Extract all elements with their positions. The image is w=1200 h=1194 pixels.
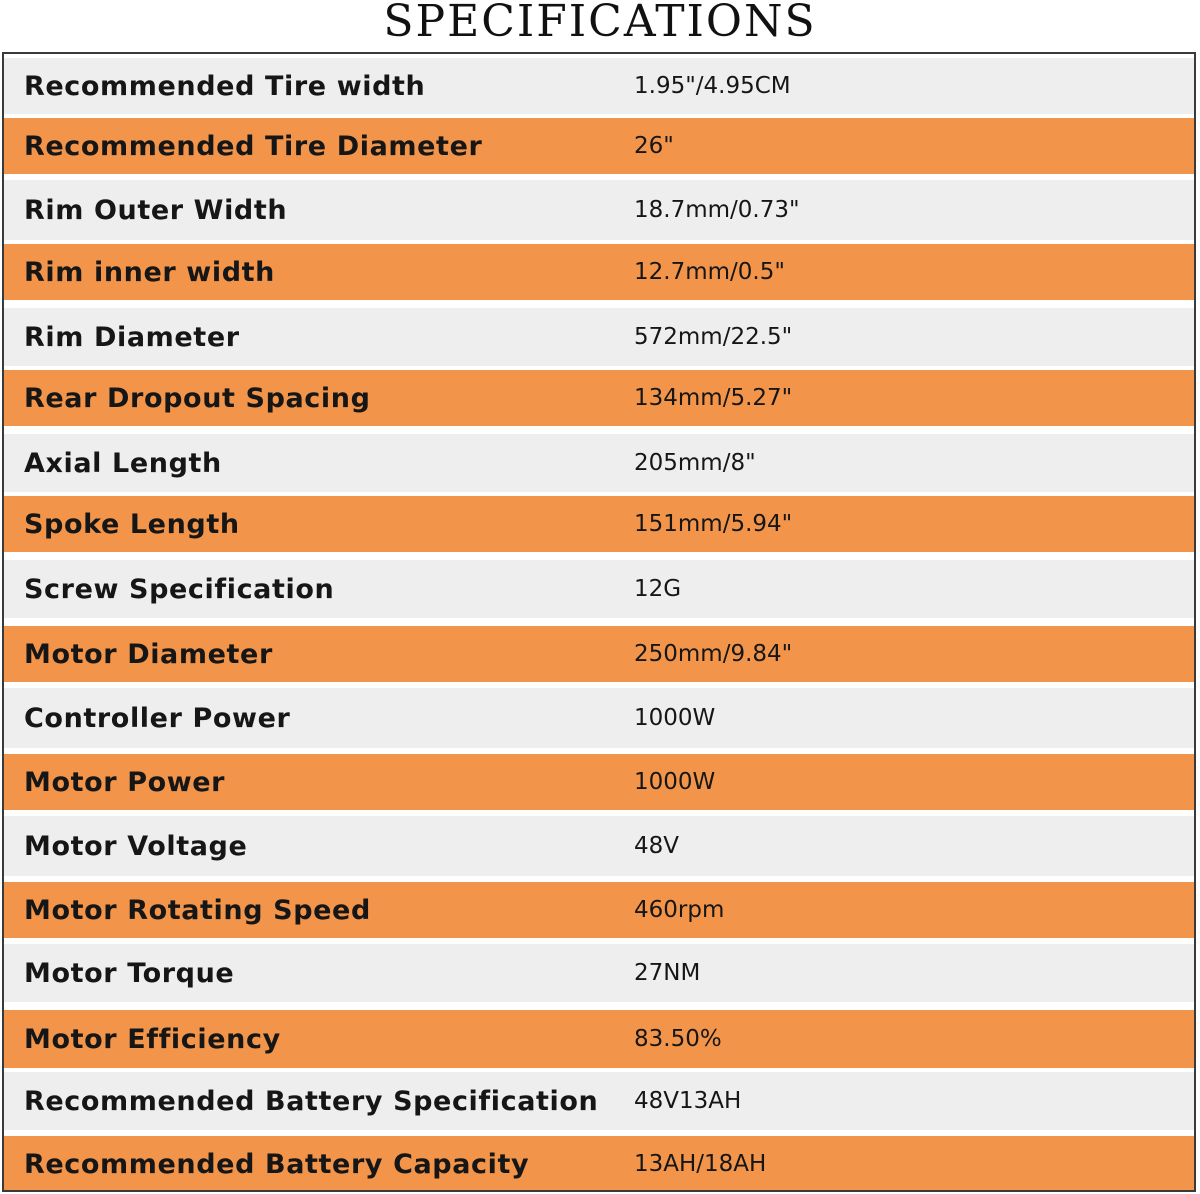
specifications-table bbox=[2, 52, 1196, 1192]
table-row bbox=[4, 58, 1194, 114]
spec-label: Axial Length bbox=[24, 447, 222, 479]
spec-value: 1000W bbox=[634, 769, 716, 795]
spec-label: Recommended Tire width bbox=[24, 70, 426, 102]
spec-value: 26" bbox=[634, 133, 674, 159]
table-row bbox=[4, 688, 1194, 748]
table-row bbox=[4, 754, 1194, 810]
table-row bbox=[4, 496, 1194, 552]
spec-value: 48V13AH bbox=[634, 1088, 742, 1114]
table-row bbox=[4, 560, 1194, 618]
table-row bbox=[4, 882, 1194, 938]
table-row bbox=[4, 944, 1194, 1002]
spec-value: 83.50% bbox=[634, 1026, 722, 1052]
spec-label: Motor Efficiency bbox=[24, 1023, 281, 1055]
spec-value: 1.95"/4.95CM bbox=[634, 73, 791, 99]
spec-value: 460rpm bbox=[634, 897, 725, 923]
spec-value: 13AH/18AH bbox=[634, 1151, 767, 1177]
spec-label: Motor Voltage bbox=[24, 830, 248, 862]
spec-label: Recommended Battery Capacity bbox=[24, 1148, 530, 1180]
table-row bbox=[4, 1072, 1194, 1130]
spec-value: 134mm/5.27" bbox=[634, 385, 793, 411]
spec-value: 572mm/22.5" bbox=[634, 324, 793, 350]
table-row bbox=[4, 370, 1194, 426]
spec-value: 12G bbox=[634, 576, 682, 602]
spec-value: 12.7mm/0.5" bbox=[634, 259, 785, 285]
table-row bbox=[4, 1010, 1194, 1068]
spec-value: 18.7mm/0.73" bbox=[634, 197, 800, 223]
spec-label: Spoke Length bbox=[24, 508, 240, 540]
table-row bbox=[4, 308, 1194, 366]
spec-value: 27NM bbox=[634, 960, 701, 986]
table-row bbox=[4, 434, 1194, 492]
spec-label: Motor Torque bbox=[24, 957, 235, 989]
spec-label: Recommended Tire Diameter bbox=[24, 130, 483, 162]
spec-value: 250mm/9.84" bbox=[634, 641, 793, 667]
spec-label: Motor Power bbox=[24, 766, 226, 798]
spec-value: 48V bbox=[634, 833, 680, 859]
spec-label: Motor Rotating Speed bbox=[24, 894, 371, 926]
spec-value: 1000W bbox=[634, 705, 716, 731]
spec-value: 205mm/8" bbox=[634, 450, 756, 476]
table-row bbox=[4, 816, 1194, 876]
spec-label: Rim inner width bbox=[24, 256, 275, 288]
spec-value: 151mm/5.94" bbox=[634, 511, 793, 537]
page-title: SPECIFICATIONS bbox=[383, 0, 817, 47]
spec-label: Controller Power bbox=[24, 702, 291, 734]
spec-label: Rear Dropout Spacing bbox=[24, 382, 371, 414]
table-row bbox=[4, 118, 1194, 174]
table-row bbox=[4, 180, 1194, 240]
spec-label: Rim Diameter bbox=[24, 321, 240, 353]
table-row bbox=[4, 1136, 1194, 1192]
table-row bbox=[4, 626, 1194, 682]
spec-label: Screw Specification bbox=[24, 573, 335, 605]
spec-label: Motor Diameter bbox=[24, 638, 273, 670]
spec-label: Rim Outer Width bbox=[24, 194, 288, 226]
table-row bbox=[4, 244, 1194, 300]
spec-label: Recommended Battery Specification bbox=[24, 1085, 599, 1117]
